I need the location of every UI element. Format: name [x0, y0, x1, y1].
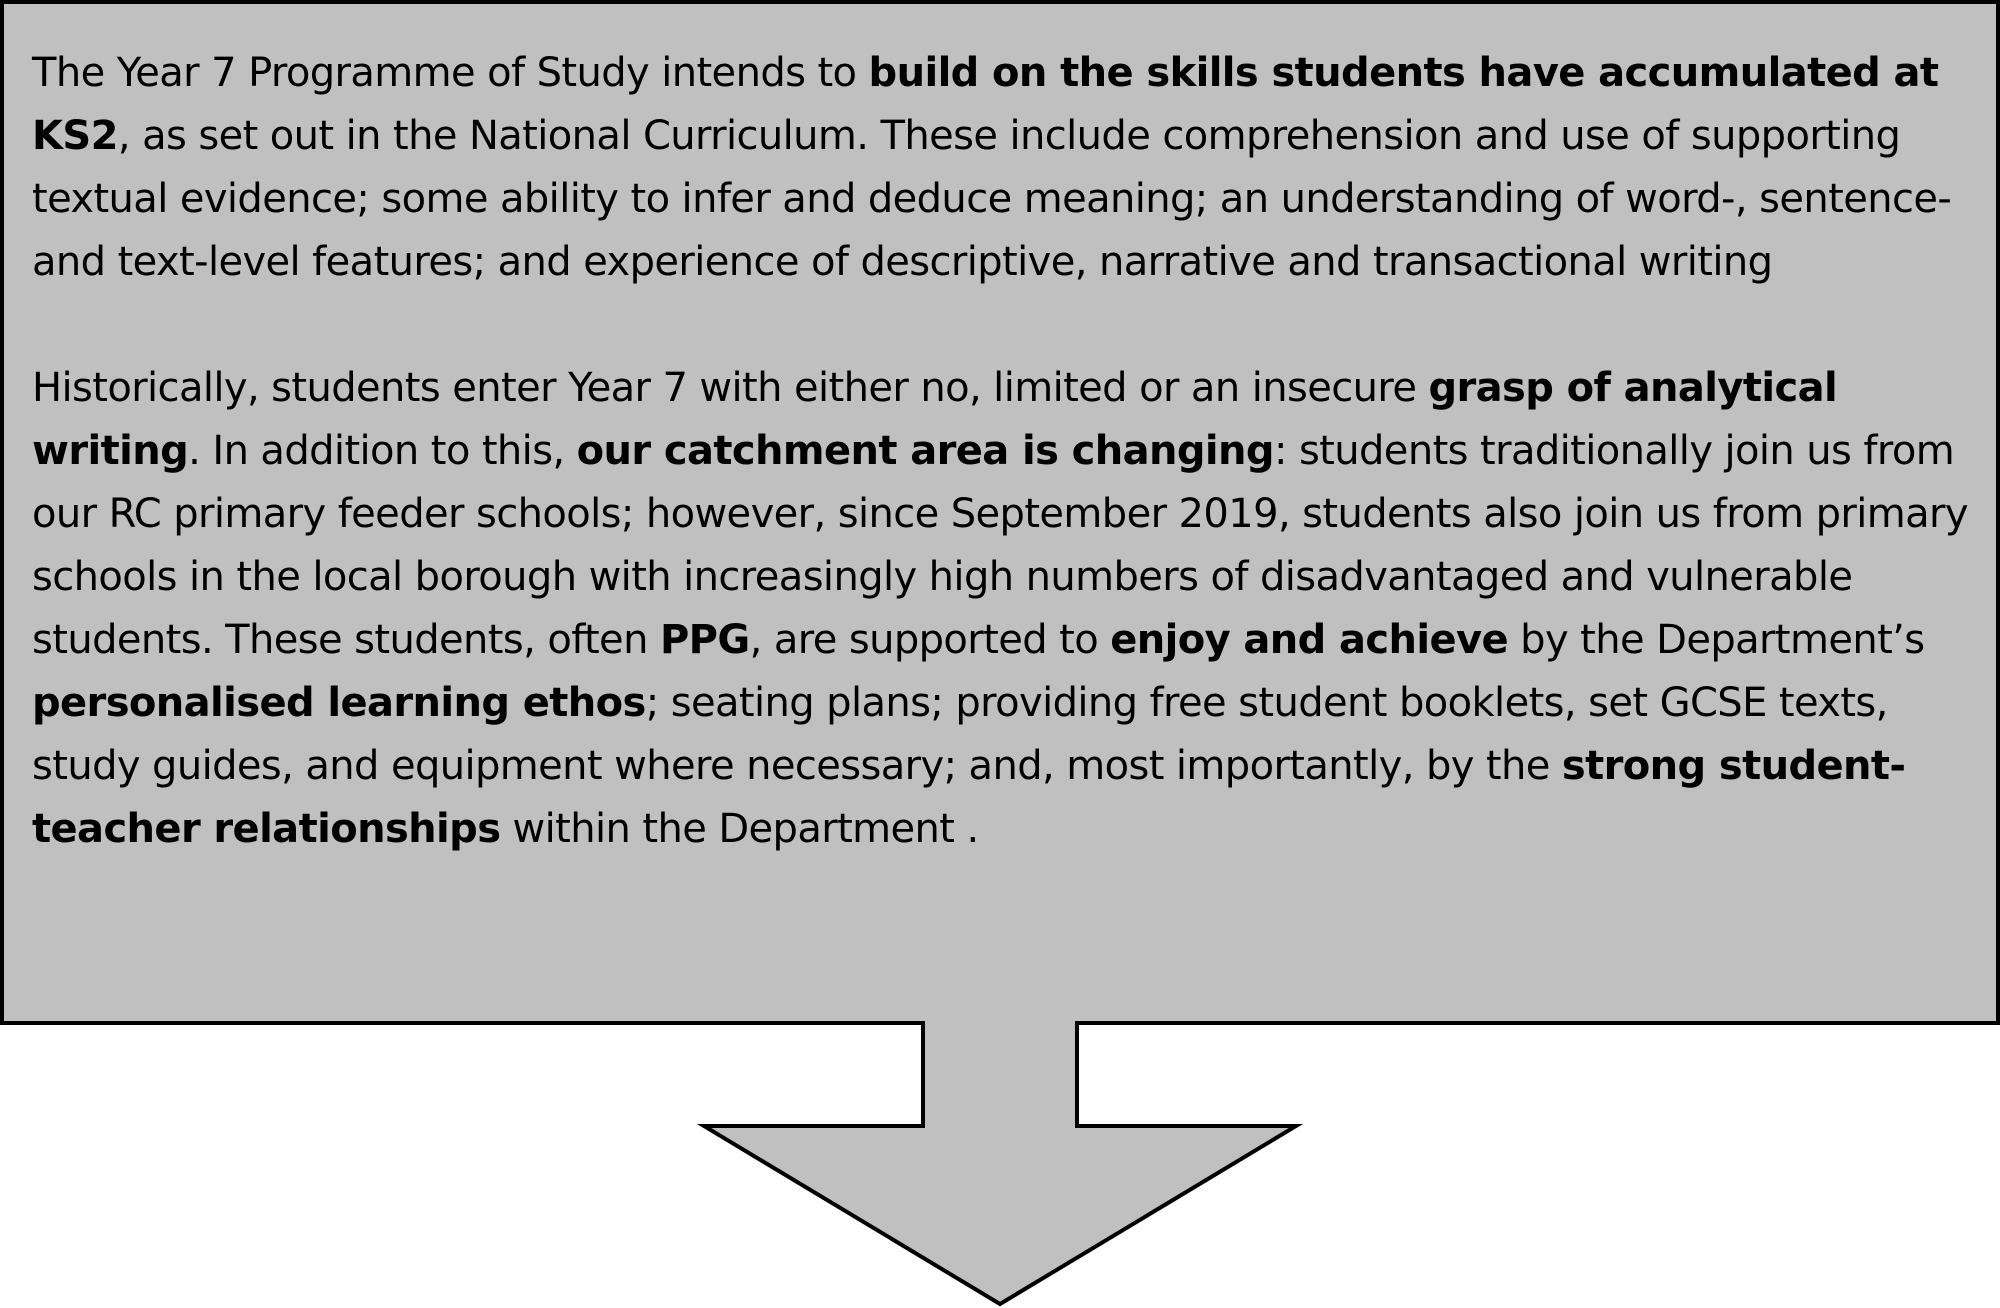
callout-text	[32, 42, 1978, 1002]
paragraph-2	[32, 357, 1978, 861]
text-run: , as set out in the National Curriculum. These include comprehension and use of supporting textual evidence; some ability to infer and deduce meaning; an understanding of word-, sentence- and text-level features; and experience of descriptive, narrative and transactional writing	[32, 113, 1952, 285]
bold-phrase: build on the skills students have accumulated at KS2	[32, 50, 1939, 159]
text-run: The Year 7 Programme of Study intends to	[32, 50, 869, 96]
text-run: . In addition to this,	[188, 428, 577, 474]
text-run: within the Department .	[500, 806, 979, 852]
text-run: ; seating plans; providing free student booklets, set GCSE texts, study guides, and equipment where necessary; and, most importantly, by the	[32, 680, 1888, 789]
bold-phrase: enjoy and achieve	[1110, 617, 1509, 663]
text-run: , are supported to	[749, 617, 1111, 663]
bold-phrase: PPG	[659, 617, 750, 663]
bold-phrase: grasp of analytical writing	[32, 365, 1838, 474]
bold-phrase: personalised learning ethos	[32, 680, 646, 726]
text-run: by the Department’s	[1508, 617, 1925, 663]
text-run: : students traditionally join us from our RC primary feeder schools; however, since September 2019, students also join us from primary schools in the local borough with increasingly high numbers of disadvantaged and vulnerable students. These students, often	[32, 428, 1968, 663]
text-run: Historically, students enter Year 7 with either no, limited or an insecure	[32, 365, 1429, 411]
bold-phrase: strong student-teacher relationships	[32, 743, 1906, 852]
bold-phrase: our catchment area is changing	[576, 428, 1274, 474]
paragraph-1	[32, 42, 1978, 294]
